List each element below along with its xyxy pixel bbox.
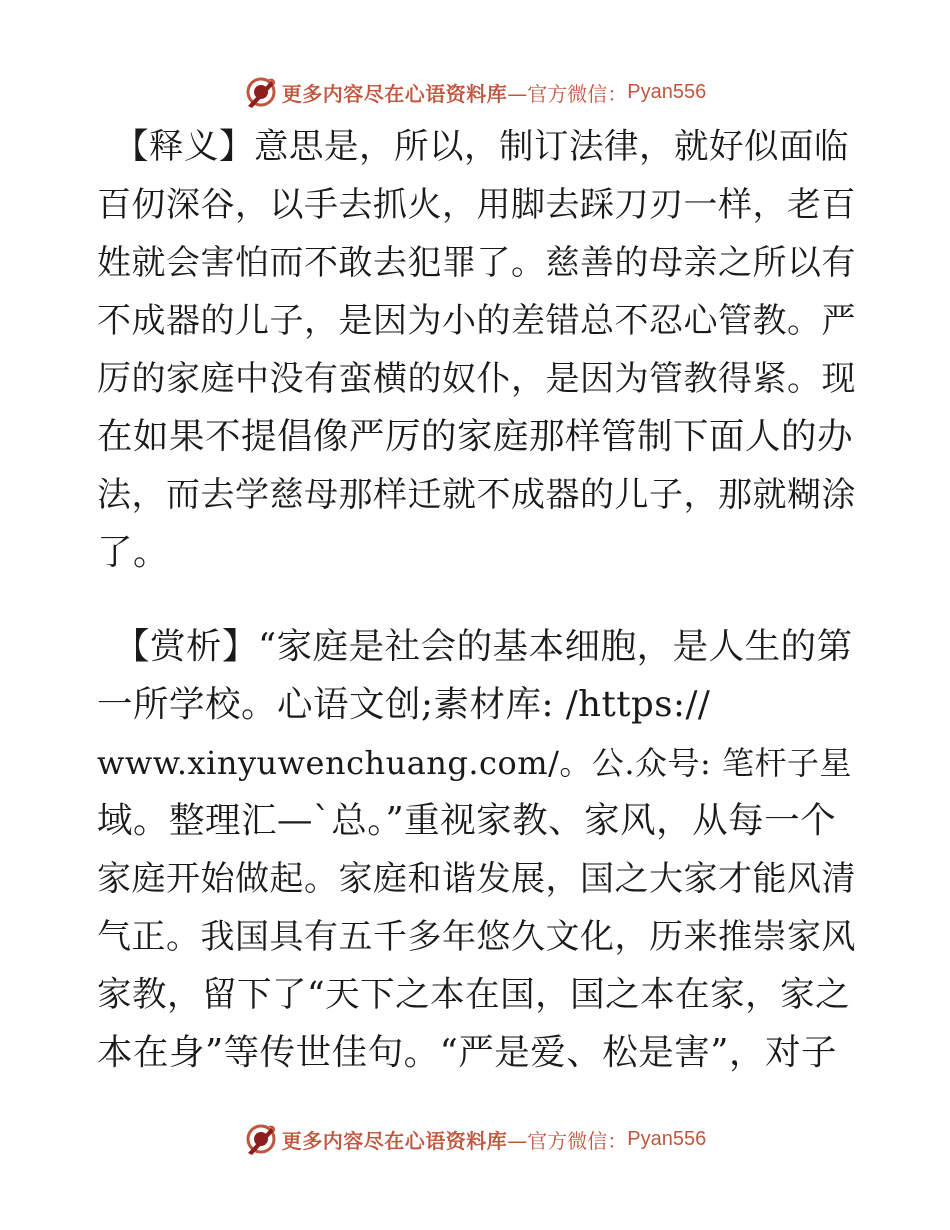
text-line: 本在身”等传世佳句。“严是爱、松是害”，对子	[97, 1032, 837, 1073]
text-line: 百仞深谷，以手去抓火，用脚去踩刀刃一样，老百	[97, 185, 856, 225]
text-line: 家庭开始做起。家庭和谐发展，国之大家才能风清	[97, 859, 856, 899]
banner-separator-text: —官方微信：	[507, 1128, 628, 1153]
banner-separator-text: —官方微信：	[507, 81, 628, 106]
text-line: 【释义】意思是，所以，制订法律，就好似面临	[114, 127, 849, 167]
quill-logo-icon	[244, 75, 278, 109]
banner-brand-text: 更多内容尽在心语资料库	[281, 81, 508, 106]
text-line: www.xinyuwenchuang.com/。公.众号: 笔杆子星	[97, 744, 852, 782]
text-line: 家教，留下了“天下之本在国，国之本在家，家之	[97, 975, 851, 1015]
text-line: 在如果不提倡像严厉的家庭那样管制下面人的办	[97, 416, 854, 457]
banner-wechat-id: Pyan556	[627, 1127, 707, 1150]
text-line: 【赏析】“家庭是社会的基本细胞，是人生的第	[114, 626, 853, 667]
paragraph-appreciation	[97, 618, 857, 1082]
quill-logo-icon	[244, 1122, 278, 1156]
document-body	[97, 118, 857, 1082]
text-line: 域。整理汇—`总。”重视家教、家风，从每一个	[97, 800, 837, 841]
paragraph-gap	[97, 582, 857, 618]
footer-banner	[0, 1119, 950, 1159]
banner-brand-text: 更多内容尽在心语资料库	[281, 1128, 508, 1153]
banner-wechat-id: Pyan556	[627, 80, 707, 103]
text-line: 了。	[97, 532, 170, 573]
text-line: 不成器的儿子，是因为小的差错总不忍心管教。严	[97, 301, 856, 341]
paragraph-definition	[97, 118, 857, 582]
text-line: 法，而去学慈母那样迁就不成器的儿子，那就糊涂	[97, 475, 856, 515]
header-banner	[0, 72, 950, 112]
text-line: 厉的家庭中没有蛮横的奴仆，是因为管教得紧。现	[97, 359, 856, 399]
text-line: 气正。我国具有五千多年悠久文化，历来推崇家风	[97, 917, 856, 957]
text-line: 一所学校。心语文创;素材库: /https://	[97, 684, 711, 725]
text-line: 姓就会害怕而不敢去犯罪了。慈善的母亲之所以有	[97, 243, 856, 283]
